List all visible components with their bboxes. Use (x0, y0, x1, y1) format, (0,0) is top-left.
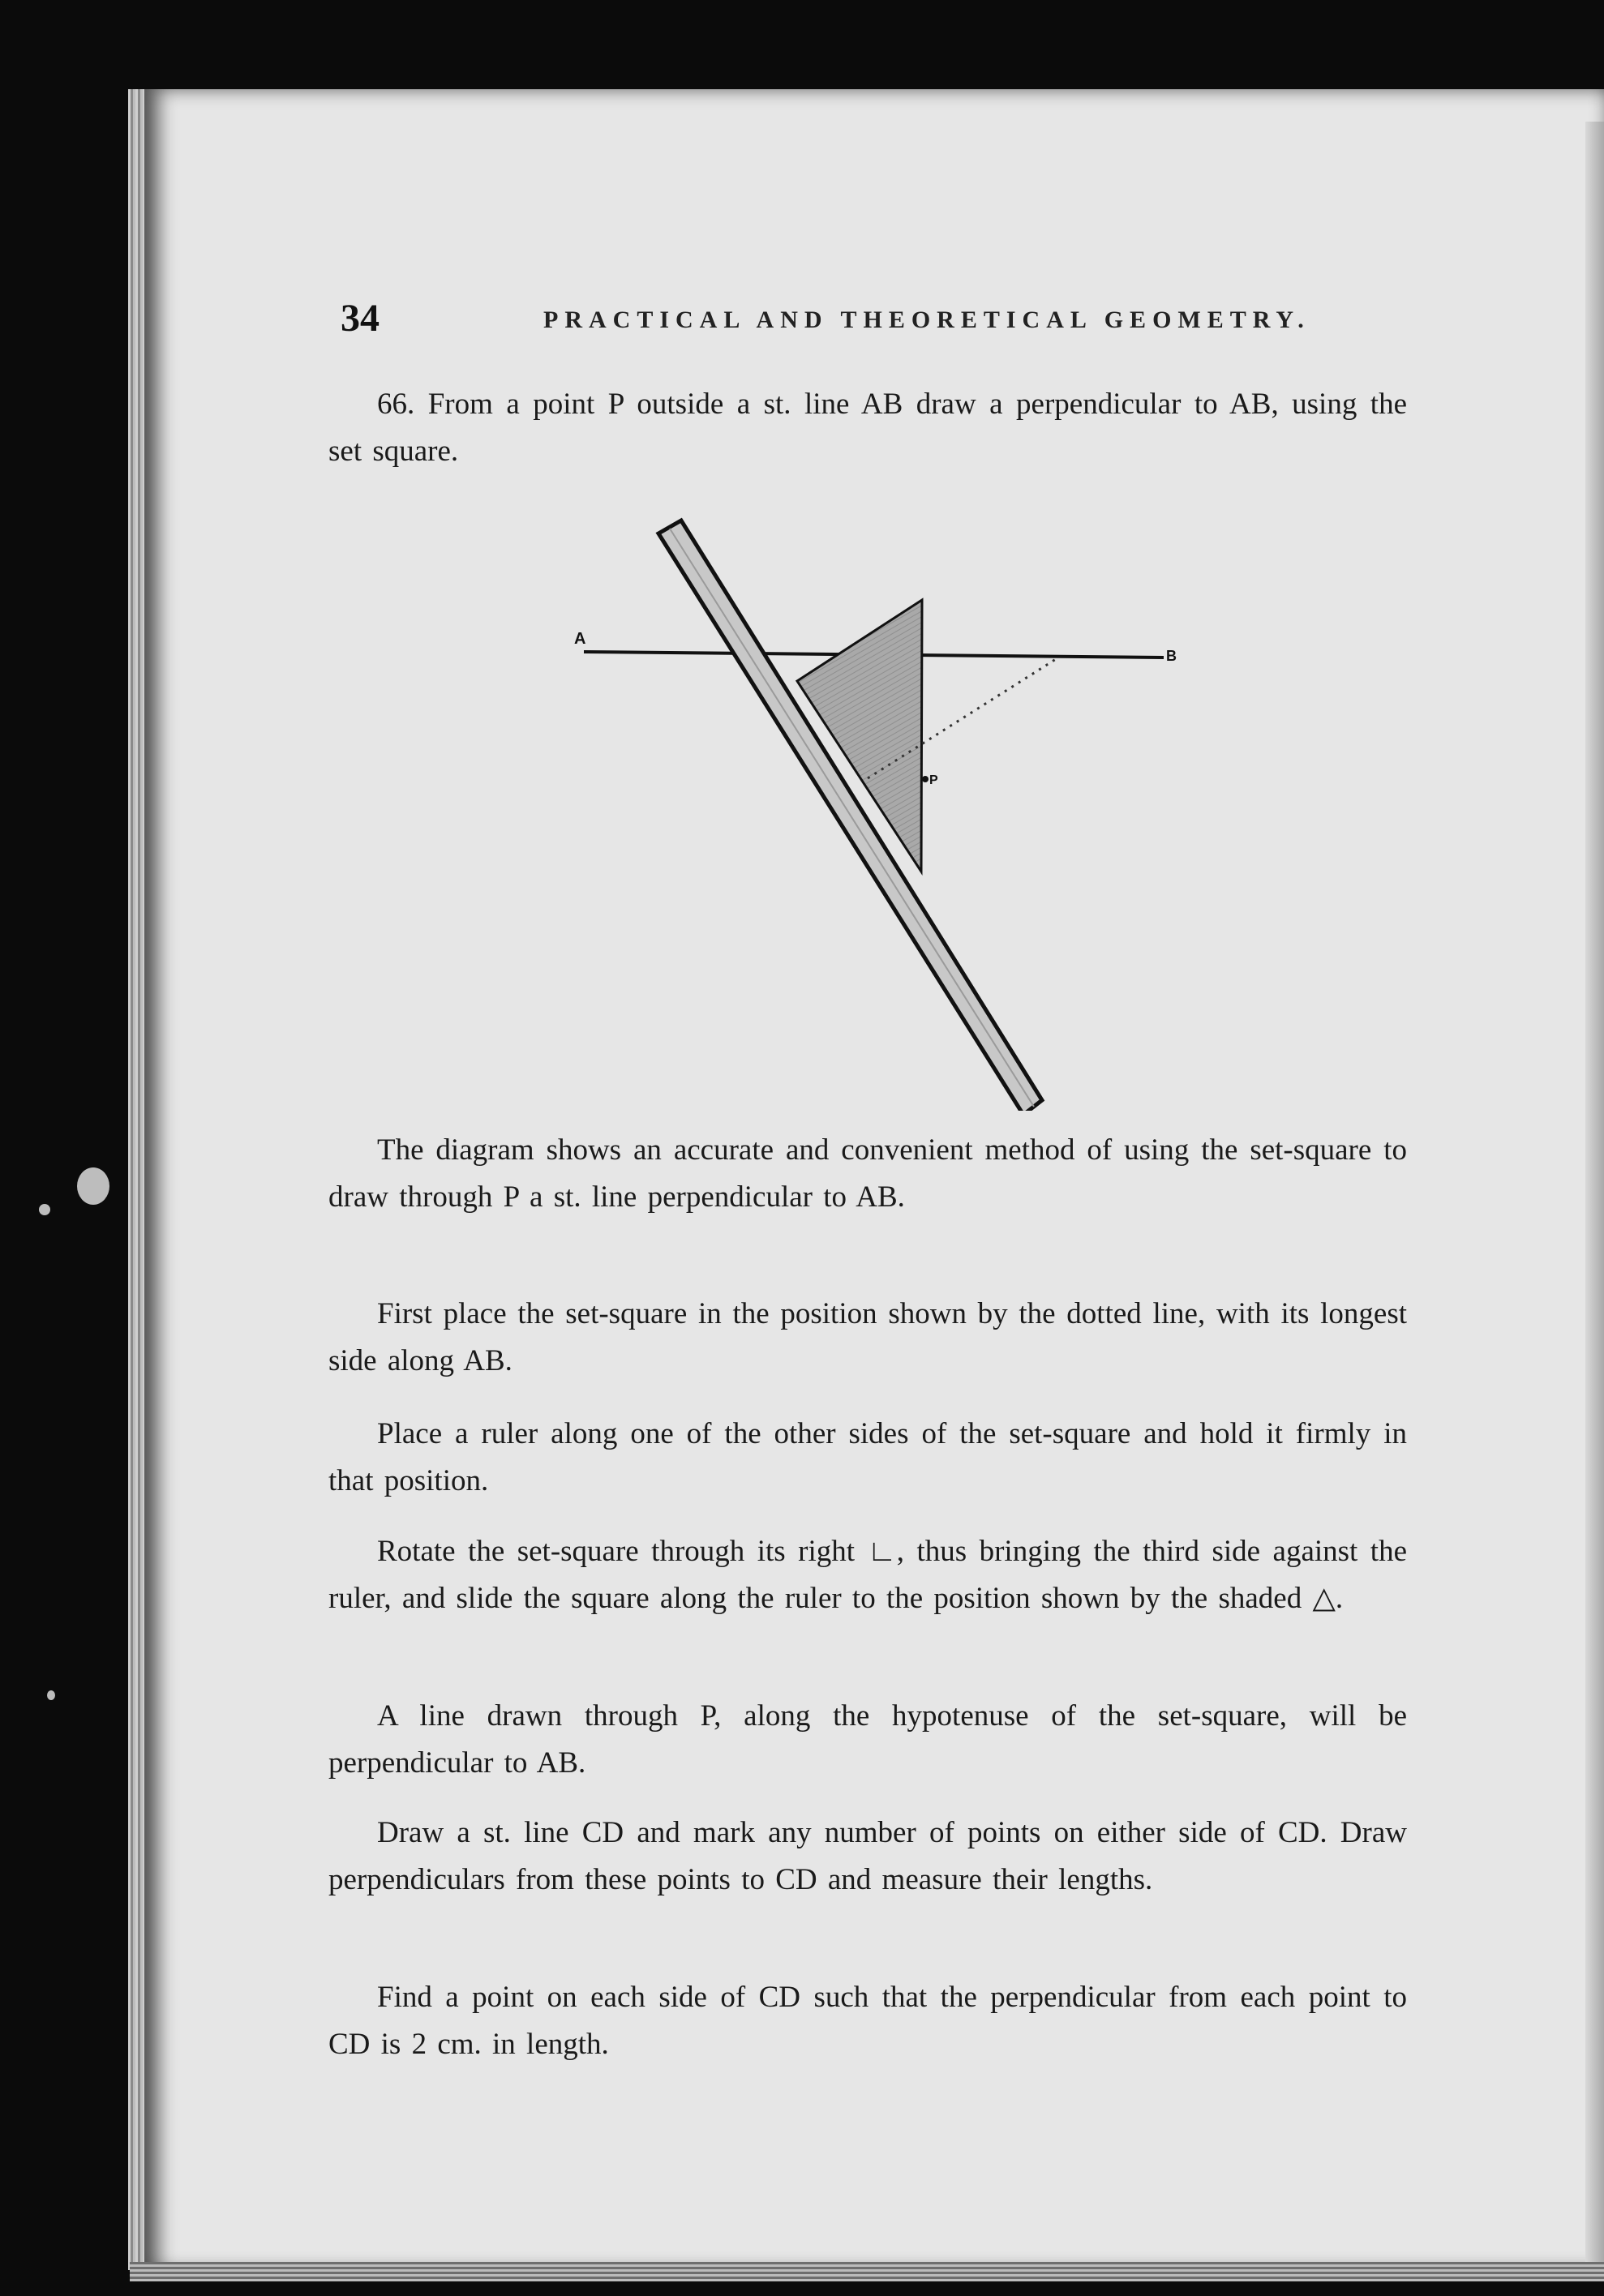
set-square-diagram (560, 511, 1208, 1111)
paragraph-5: A line drawn through P, along the hypotenuse of the set-square, will be perpendicular to AB. (328, 1699, 1407, 1780)
page-bottom-edge (130, 2262, 1604, 2281)
paragraph-3: Place a ruler along one of the other sides of the set-square and hold it firmly in that position. (328, 1417, 1407, 1497)
page-number: 34 (341, 297, 380, 340)
paper-speck (47, 1690, 55, 1700)
paragraph-2: First place the set-square in the position shown by the dotted line, with its longest side along AB. (328, 1297, 1407, 1377)
running-head: PRACTICAL AND THEORETICAL GEOMETRY. (543, 306, 1310, 333)
paragraph-4: Rotate the set-square through its right ∟, thus bringing the third side against the ruler, and slide the square along the ruler to the position shown by the shaded △. (328, 1535, 1407, 1615)
label-p: P (929, 773, 938, 787)
label-a: A (574, 630, 586, 648)
label-b: B (1166, 648, 1177, 664)
paragraph-1: The diagram shows an accurate and convenient method of using the set-square to draw through P a st. line perpendicular to AB. (328, 1133, 1407, 1214)
paper-speck (77, 1167, 109, 1205)
paper-speck (39, 1204, 50, 1215)
point-p (922, 776, 929, 782)
problem-statement: 66. From a point P outside a st. line AB draw a perpendicular to AB, using the set square. (328, 388, 1407, 468)
paragraph-7: Find a point on each side of CD such that the perpendicular from each point to CD is 2 cm. in length. (328, 1981, 1407, 2061)
paragraph-6: Draw a st. line CD and mark any number of points on either side of CD. Draw perpendiculars from these points to CD and measure their lengths. (328, 1816, 1407, 1896)
ruler-grain (670, 529, 1034, 1107)
page-right-edge (1585, 122, 1604, 2270)
